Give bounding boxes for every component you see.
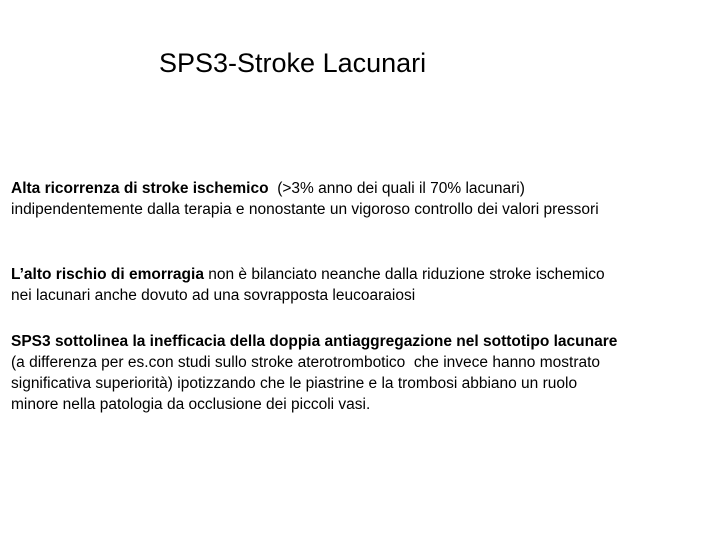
paragraph-line: indipendentemente dalla terapia e nonostante un vigoroso controllo dei valori pressori bbox=[11, 201, 599, 218]
paragraph-line: (a differenza per es.con studi sullo stroke aterotrombotico che invece hanno mostrato bbox=[11, 354, 601, 371]
bold-text: L’alto rischio di emorragia bbox=[11, 266, 204, 283]
regular-text: non è bilanciato neanche dalla riduzione stroke ischemico bbox=[203, 266, 605, 283]
paragraph-line bbox=[11, 178, 717, 199]
paragraph-hemorrhage-risk bbox=[11, 264, 717, 306]
paragraph-line: significativa superiorità) ipotizzando che le piastrine e la trombosi abbiano un ruolo bbox=[11, 375, 578, 392]
paragraph-ischemic-recurrence bbox=[11, 178, 717, 220]
slide-title: SPS3-Stroke Lacunari bbox=[159, 48, 427, 78]
paragraph-sps3-conclusion bbox=[11, 331, 717, 415]
regular-text: (>3% anno dei quali il 70% lacunari) bbox=[268, 180, 525, 197]
paragraph-line: nei lacunari anche dovuto ad una sovrapposta leucoaraiosi bbox=[11, 287, 416, 304]
paragraph-line-bold: SPS3 sottolinea la inefficacia della doppia antiaggregazione nel sottotipo lacunare bbox=[11, 333, 618, 350]
paragraph-line bbox=[11, 264, 717, 285]
paragraph-line: minore nella patologia da occlusione dei piccoli vasi. bbox=[11, 396, 371, 413]
bold-text: Alta ricorrenza di stroke ischemico bbox=[11, 180, 269, 197]
